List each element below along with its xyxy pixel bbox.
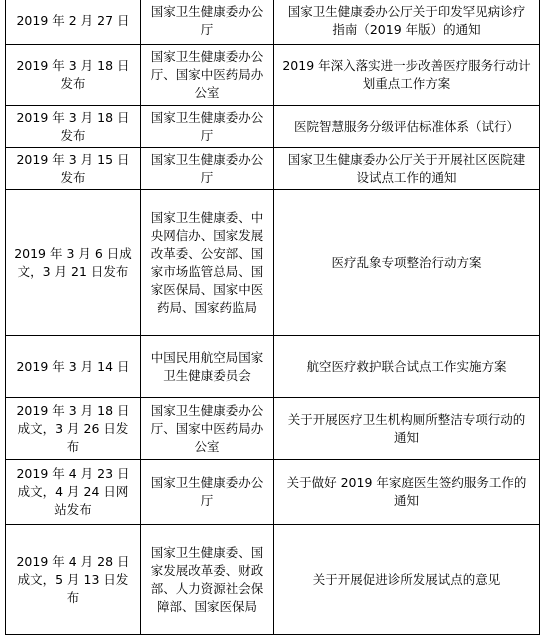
date-cell: 2019 年 3 月 18 日成文，3 月 26 日发布 — [6, 398, 141, 460]
issuer-cell: 国家卫生健康委办公厅 — [141, 460, 274, 525]
issuer-cell: 国家卫生健康委办公厅、国家中医药局办公室 — [141, 398, 274, 460]
document-title-cell: 关于做好 2019 年家庭医生签约服务工作的通知 — [274, 460, 540, 525]
document-title-cell: 国家卫生健康委办公厅关于印发罕见病诊疗指南（2019 年版）的通知 — [274, 0, 540, 45]
table-row — [6, 45, 540, 106]
date-cell: 2019 年 4 月 23 日成文，4 月 24 日网站发布 — [6, 460, 141, 525]
document-title-cell: 2019 年深入落实进一步改善医疗服务行动计划重点工作方案 — [274, 45, 540, 106]
table-row — [6, 148, 540, 190]
table-row — [6, 190, 540, 336]
table-row — [6, 525, 540, 635]
date-cell: 2019 年 3 月 18 日发布 — [6, 106, 141, 148]
policy-table — [5, 0, 540, 635]
date-cell: 2019 年 4 月 28 日成文，5 月 13 日发布 — [6, 525, 141, 635]
table-row — [6, 106, 540, 148]
issuer-cell: 国家卫生健康委办公厅、国家中医药局办公室 — [141, 45, 274, 106]
date-cell: 2019 年 3 月 6 日成文，3 月 21 日发布 — [6, 190, 141, 336]
document-title-cell: 医疗乱象专项整治行动方案 — [274, 190, 540, 336]
document-title-cell: 国家卫生健康委办公厅关于开展社区医院建设试点工作的通知 — [274, 148, 540, 190]
issuer-cell: 国家卫生健康委办公厅 — [141, 148, 274, 190]
document-title-cell: 关于开展促进诊所发展试点的意见 — [274, 525, 540, 635]
date-cell: 2019 年 3 月 18 日发布 — [6, 45, 141, 106]
table-row — [6, 460, 540, 525]
issuer-cell: 国家卫生健康委办公厅 — [141, 0, 274, 45]
issuer-cell: 国家卫生健康委、国家发展改革委、财政部、人力资源社会保障部、国家医保局 — [141, 525, 274, 635]
issuer-cell: 国家卫生健康委办公厅 — [141, 106, 274, 148]
document-title-cell: 航空医疗救护联合试点工作实施方案 — [274, 336, 540, 398]
table-row — [6, 0, 540, 45]
date-cell: 2019 年 3 月 15 日发布 — [6, 148, 141, 190]
issuer-cell: 国家卫生健康委、中央网信办、国家发展改革委、公安部、国家市场监管总局、国家医保局、国家中医药局、国家药监局 — [141, 190, 274, 336]
date-cell: 2019 年 2 月 27 日 — [6, 0, 141, 45]
issuer-cell: 中国民用航空局国家卫生健康委员会 — [141, 336, 274, 398]
table-row — [6, 398, 540, 460]
table-row — [6, 336, 540, 398]
date-cell: 2019 年 3 月 14 日 — [6, 336, 141, 398]
document-title-cell: 医院智慧服务分级评估标准体系（试行） — [274, 106, 540, 148]
document-title-cell: 关于开展医疗卫生机构厕所整洁专项行动的通知 — [274, 398, 540, 460]
